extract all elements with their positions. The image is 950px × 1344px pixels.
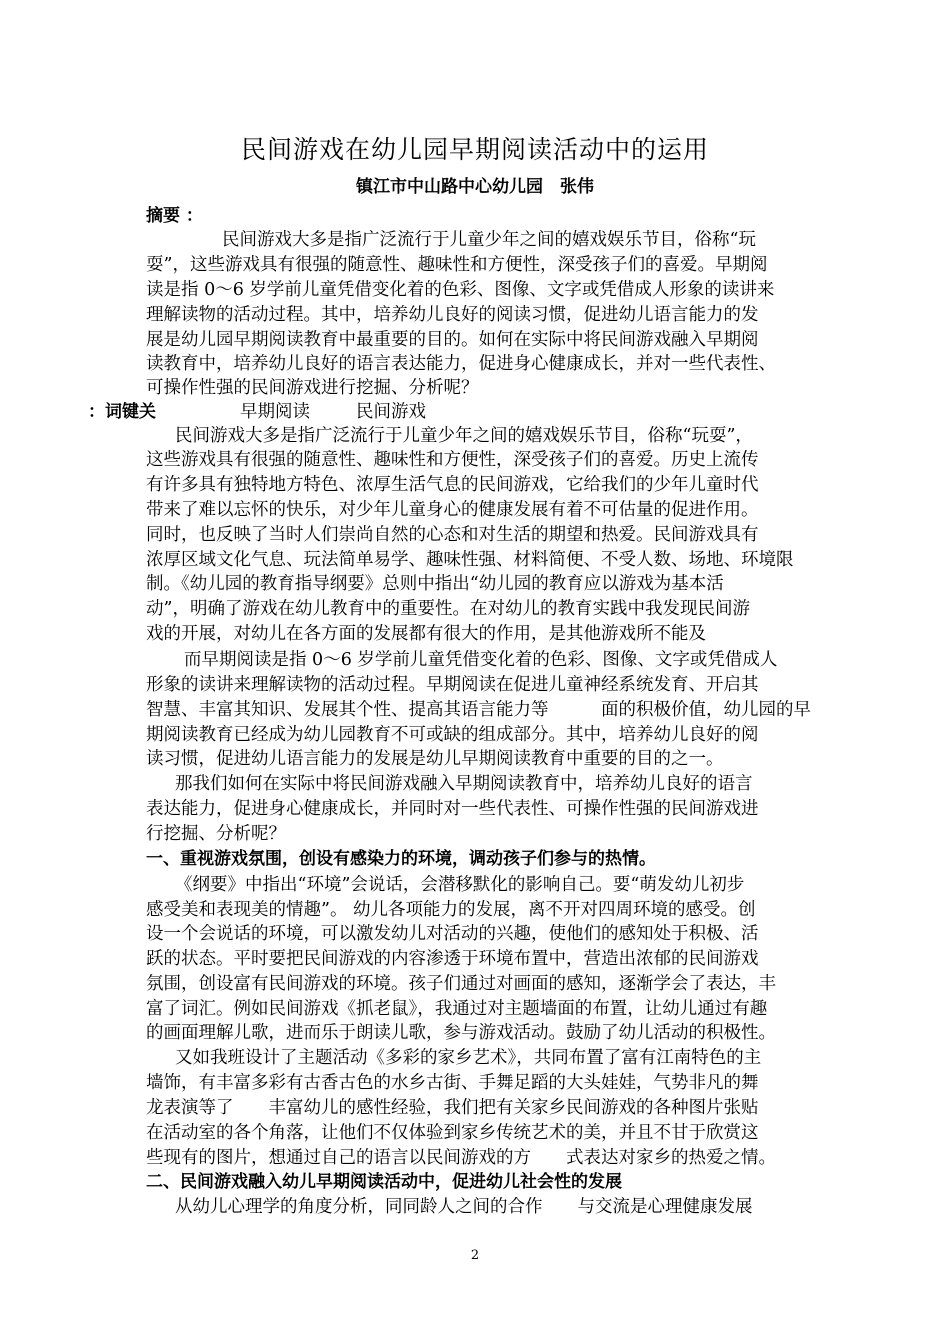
section-line: 龙表演等了 丰富幼儿的感性经验，我们把有关家乡民间游戏的各种图片张贴 [146, 1098, 759, 1118]
abstract-line: 展是幼儿园早期阅读教育中最重要的目的。如何在实际中将民间游戏融入早期阅 [146, 330, 759, 350]
abstract-label: 摘要 ： [146, 206, 203, 226]
abstract-line: 理解读物的活动过程。其中，培养幼儿良好的阅读习惯，促进幼儿语言能力的发 [146, 305, 759, 325]
keyword: 民间游戏 [356, 402, 426, 422]
body-line: 这些游戏具有很强的随意性、趣味性和方便性，深受孩子们的喜爱。历史上流传 [146, 450, 759, 470]
document-title: 民间游戏在幼儿园早期阅读活动中的运用 [240, 135, 709, 164]
abstract-line: 可操作性强的民间游戏进行挖掘、分析呢？ [146, 378, 479, 398]
body-line: 读习惯，促进幼儿语言能力的发展是幼儿早期阅读教育中重要的目的之一。 [146, 749, 724, 769]
body-line: 制。《幼儿园的教育指导纲要》总则中指出“幼儿园的教育应以游戏为基本活 [146, 574, 724, 594]
document-subtitle: 镇江市中山路中心幼儿园 张伟 [356, 177, 594, 197]
section-line: 墙饰，有丰富多彩有古香古色的水乡古街、手舞足蹈的大头娃娃，气势非凡的舞 [146, 1073, 759, 1093]
body-line: 戏的开展，对幼儿在各方面的发展都有很大的作用，是其他游戏所不能及 [146, 624, 706, 644]
body-line: 智慧、丰富其知识、发展其个性、提高其语言能力等 面的积极价值，幼儿园的早 [146, 700, 811, 720]
section-line: 的画面理解儿歌，进而乐于朗读儿歌，参与游戏活动。鼓励了幼儿活动的积极性。 [146, 1023, 776, 1043]
section-heading: 二、民间游戏融入幼儿早期阅读活动中，促进幼儿社会性的发展 [146, 1172, 622, 1192]
body-line: 民间游戏大多是指广泛流行于儿童少年之间的嬉戏娱乐节目，俗称“玩耍”， [175, 426, 753, 446]
section-line: 又如我班设计了主题活动《多彩的家乡艺术》，共同布置了富有江南特色的主 [175, 1048, 762, 1068]
section-heading: 一、重视游戏氛围，创设有感染力的环境，调动孩子们参与的热情。 [146, 849, 656, 869]
keyword: 早期阅读 [240, 402, 310, 422]
section-line: 感受美和表现美的情趣”。 幼儿各项能力的发展，离不开对四周环境的感受。创 [146, 900, 756, 920]
body-line: 行挖掘、分析呢？ [146, 824, 286, 844]
body-line: 同时，也反映了当时人们崇尚自然的心态和对生活的期望和热爱。民间游戏具有 [146, 525, 759, 545]
section-line: 富了词汇。例如民间游戏《抓老鼠》，我通过对主题墙面的布置，让幼儿通过有趣 [146, 999, 768, 1019]
abstract-line: 读教育中，培养幼儿良好的语言表达能力，促进身心健康成长，并对一些代表性、 [146, 354, 776, 374]
body-line: 期阅读教育已经成为幼儿园教育不可或缺的组成部分。其中，培养幼儿良好的阅 [146, 725, 759, 745]
body-line: 而早期阅读是指 0～6 岁学前儿童凭借变化着的色彩、图像、文字或凭借成人 [184, 650, 778, 670]
body-line: 形象的读讲来理解读物的活动过程。早期阅读在促进儿童神经系统发育、开启其 [146, 675, 759, 695]
abstract-line: 民间游戏大多是指广泛流行于儿童少年之间的嬉戏娱乐节目，俗称“玩 [222, 230, 756, 250]
keywords-label: ：词键关 [88, 402, 156, 422]
abstract-line: 读是指 0～6 岁学前儿童凭借变化着的色彩、图像、文字或凭借成人形象的读讲来 [146, 280, 775, 300]
body-line: 带来了难以忘怀的快乐，对少年儿童身心的健康发展有着不可估量的促进作用。 [146, 500, 759, 520]
abstract-line: 耍”，这些游戏具有很强的随意性、趣味性和方便性，深受孩子们的喜爱。早期阅 [146, 255, 768, 275]
body-line: 那我们如何在实际中将民间游戏融入早期阅读教育中，培养幼儿良好的语言 [175, 774, 753, 794]
section-line: 《纲要》中指出“环境”会说话，会潜移默化的影响自己。要“萌发幼儿初步 [175, 875, 745, 895]
section-line: 跃的状态。平时要把民间游戏的内容渗透于环境布置中，营造出浓郁的民间游戏 [146, 949, 759, 969]
section-line: 在活动室的各个角落，让他们不仅体验到家乡传统艺术的美，并且不甘于欣赏这 [146, 1123, 759, 1143]
body-line: 浓厚区域文化气息、玩法简单易学、趣味性强、材料简便、不受人数、场地、环境限 [146, 550, 794, 570]
page-number: 2 [470, 1248, 480, 1263]
section-line: 氛围，创设富有民间游戏的环境。孩子们通过对画面的感知，逐渐学会了表达，丰 [146, 974, 776, 994]
section-line: 从幼儿心理学的角度分析，同同龄人之间的合作 与交流是心理健康发展 [175, 1197, 753, 1217]
section-line: 设一个会说话的环境，可以激发幼儿对活动的兴趣，使他们的感知处于积极、活 [146, 924, 759, 944]
section-line: 些现有的图片，想通过自己的语言以民间游戏的方 式表达对家乡的热爱之情。 [146, 1148, 776, 1168]
body-line: 有许多具有独特地方特色、浓厚生活气息的民间游戏，它给我们的少年儿童时代 [146, 475, 759, 495]
body-line: 表达能力，促进身心健康成长，并同时对一些代表性、可操作性强的民间游戏进 [146, 799, 759, 819]
body-line: 动”，明确了游戏在幼儿教育中的重要性。在对幼儿的教育实践中我发现民间游 [146, 599, 750, 619]
